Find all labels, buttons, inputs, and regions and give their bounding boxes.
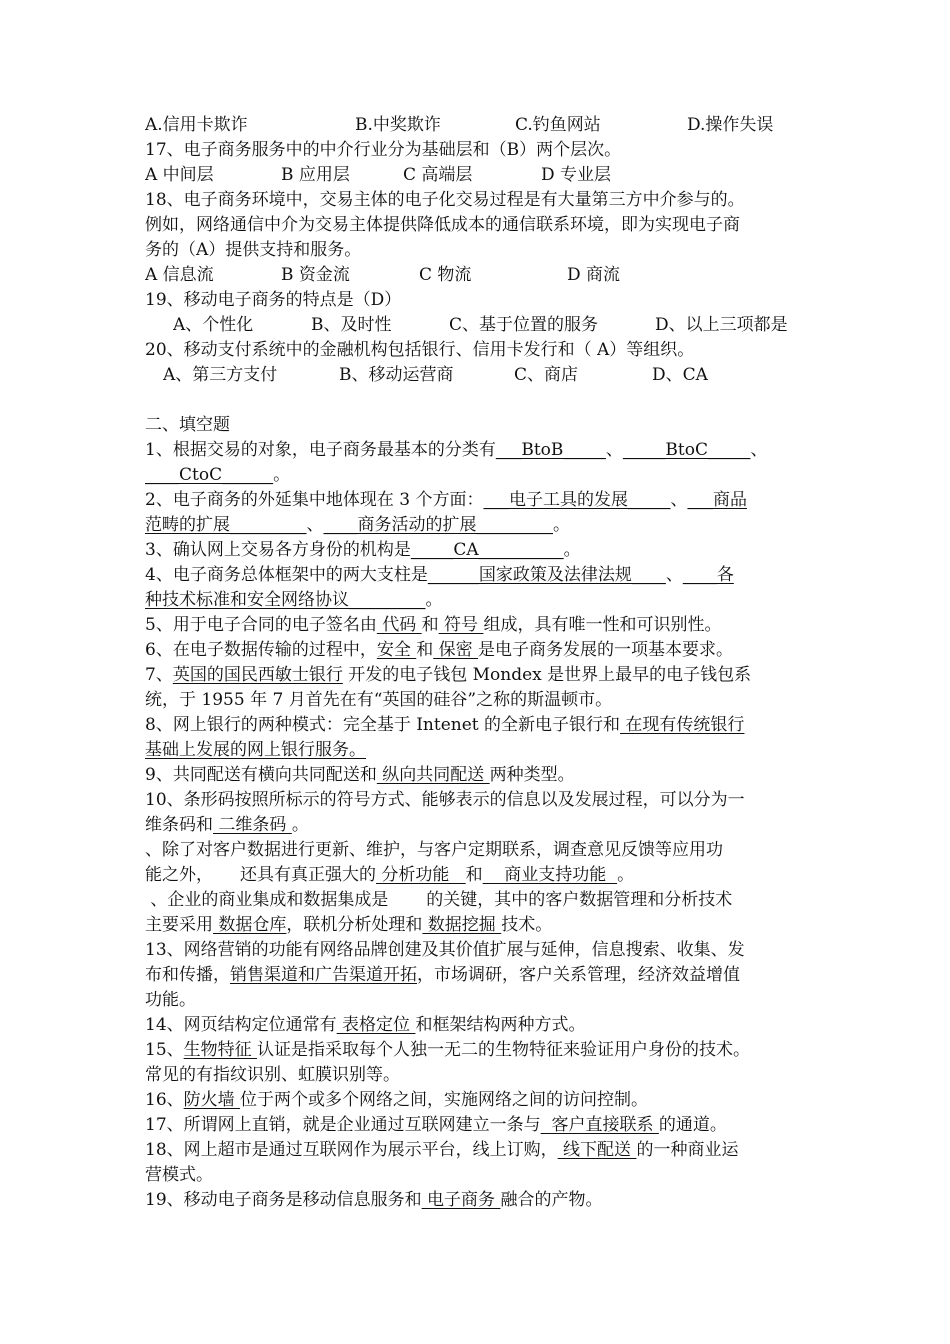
fill-18-answer: 线下配送 <box>557 1140 637 1160</box>
fill-2-end: 。 <box>553 515 570 535</box>
fill-10-end: 。 <box>291 815 309 835</box>
fill-5-text: 5、用于电子合同的电子签名由 <box>145 615 377 635</box>
fill-17-answer: 客户直接联系 <box>540 1115 659 1135</box>
fill-1-answer-3: ____CtoC______ <box>145 465 274 485</box>
fill-18-line-1 <box>145 1138 815 1163</box>
fill-14-text: 14、网页结构定位通常有 <box>145 1015 337 1035</box>
fill-6-and: 和 <box>416 640 434 660</box>
q19-option-d: D、以上三项都是 <box>655 315 788 335</box>
fill-12-answer-1: 数据仓库 <box>213 915 287 935</box>
q18-question-line-3: 务的（A）提供支持和服务。 <box>145 240 362 260</box>
fill-15-line-2: 常见的有指纹识别、虹膜识别等。 <box>145 1065 400 1085</box>
fill-8-line-1 <box>145 713 815 738</box>
q18-option-b: B 资金流 <box>281 265 350 285</box>
fill-13-line-2 <box>145 963 815 988</box>
fill-7-num: 7、 <box>145 665 173 685</box>
fill-1-line-2 <box>145 463 815 488</box>
q20-option-d: D、CA <box>652 365 708 385</box>
fill-10-line-2 <box>145 813 815 838</box>
fill-3 <box>145 538 815 563</box>
fill-1-line-1 <box>145 438 815 463</box>
fill-12-text-4: ，联机分析处理和 <box>286 915 423 935</box>
q19-option-a: A、个性化 <box>173 315 254 335</box>
q20-option-c: C、商店 <box>514 365 579 385</box>
fill-5-rest: 组成，具有唯一性和可识别性。 <box>483 615 722 635</box>
fill-4-answer-2a: ____各 <box>682 565 734 585</box>
fill-13-text-2: ，市场调研，客户关系管理，经济效益增值 <box>417 965 740 985</box>
fill-2-sep-1: 、 <box>670 490 688 510</box>
fill-18-rest: 的一种商业运 <box>636 1140 739 1160</box>
fill-7-text: 开发的电子钱包 Mondex 是世界上最早的电子钱包系 <box>342 665 752 685</box>
fill-10-line-1: 10、条形码按照所标示的符号方式、能够表示的信息以及发展过程，可以分为一 <box>145 790 745 810</box>
fill-12-text: 、企业的商业集成和数据集成是 <box>145 890 389 910</box>
q17-option-c: C 高端层 <box>403 165 473 185</box>
fill-14 <box>145 1013 815 1038</box>
fill-8-line-2 <box>145 738 815 763</box>
fill-11-answer-1: 分析功能 <box>376 865 466 885</box>
fill-1-answer-1: ___BtoB_____ <box>495 440 606 460</box>
fill-4-text: 4、电子商务总体框架中的两大支柱是 <box>145 565 428 585</box>
q19-question: 19、移动电子商务的特点是（D） <box>145 290 402 310</box>
fill-4-end: 。 <box>425 590 443 610</box>
q16-option-a: A.信用卡欺诈 <box>145 115 248 135</box>
q20-options <box>163 363 813 388</box>
fill-12-answer-2: 数据挖掘 <box>422 915 502 935</box>
fill-8-text: 8、网上银行的两种模式：完全基于 Intenet 的全新电子银行和 <box>145 715 621 735</box>
fill-11-end: 。 <box>617 865 635 885</box>
fill-11-answer-2: 商业支持功能 <box>482 865 618 885</box>
q20-option-b: B、移动运营商 <box>339 365 454 385</box>
fill-12-text-2: 的关键，其中的客户数据管理和分析技术 <box>426 890 733 910</box>
q17-option-b: B 应用层 <box>281 165 350 185</box>
fill-2-answer-2b: 范畴的扩展_________ <box>145 515 307 535</box>
fill-4-line-2 <box>145 588 815 613</box>
fill-12-text-3: 主要采用 <box>145 915 213 935</box>
fill-6-text: 6、在电子数据传输的过程中， <box>145 640 377 660</box>
fill-17-rest: 的通道。 <box>658 1115 727 1135</box>
fill-9-rest: 两种类型。 <box>489 765 575 785</box>
q20-question: 20、移动支付系统中的金融机构包括银行、信用卡发行和（ A）等组织。 <box>145 340 695 360</box>
fill-16 <box>145 1088 815 1113</box>
section-title: 二、填空题 <box>145 415 230 435</box>
fill-12-end: 技术。 <box>501 915 553 935</box>
q16-option-d: D.操作失误 <box>687 115 774 135</box>
fill-2-answer-3: ____商务活动的扩展_________ <box>323 515 553 535</box>
fill-13-line-3: 功能。 <box>145 990 196 1010</box>
fill-13-line-1: 13、网络营销的功能有网络品牌创建及其价值扩展与延伸，信息搜索、收集、发 <box>145 940 745 960</box>
fill-19-rest: 融合的产物。 <box>500 1190 603 1210</box>
q17-options <box>145 163 815 188</box>
q17-option-a: A 中间层 <box>145 165 214 185</box>
fill-11-and: 和 <box>465 865 483 885</box>
fill-11-line-1: 、除了对客户数据进行更新、维护，与客户定期联系，调查意见反馈等应用功 <box>145 840 723 860</box>
fill-1-answer-2: _____BtoC_____ <box>622 440 751 460</box>
fill-5 <box>145 613 815 638</box>
fill-1-text: 1、根据交易的对象，电子商务最基本的分类有 <box>145 440 496 460</box>
q18-options <box>145 263 815 288</box>
fill-2-answer-1: ___电子工具的发展_____ <box>483 490 671 510</box>
fill-6-answer-2: 保密 <box>433 640 479 660</box>
fill-3-text: 3、确认网上交易各方身份的机构是 <box>145 540 411 560</box>
fill-4-line-1 <box>145 563 815 588</box>
q19-option-c: C、基于位置的服务 <box>449 315 599 335</box>
q18-option-c: C 物流 <box>419 265 472 285</box>
q16-option-c: C.钓鱼网站 <box>515 115 601 135</box>
fill-18-line-2: 营模式。 <box>145 1165 213 1185</box>
fill-16-num: 16、 <box>145 1090 184 1110</box>
fill-17-text: 17、所谓网上直销，就是企业通过互联网建立一条与 <box>145 1115 541 1135</box>
fill-19-text: 19、移动电子商务是移动信息服务和 <box>145 1190 422 1210</box>
fill-15-answer: 生物特征 <box>183 1040 258 1060</box>
fill-8-answer-b: 基础上发展的网上银行服务。 <box>145 740 366 760</box>
fill-2-line-1 <box>145 488 815 513</box>
fill-3-end: 。 <box>563 540 581 560</box>
fill-10-answer: 二维条码 <box>213 815 292 835</box>
fill-2-text: 2、电子商务的外延集中地体现在 3 个方面： <box>145 490 484 510</box>
q17-question: 17、电子商务服务中的中介行业分为基础层和（B）两个层次。 <box>145 140 622 160</box>
fill-6-answer-1: 安全 <box>376 640 417 660</box>
fill-12-blank <box>388 890 426 910</box>
fill-12-line-2 <box>145 913 815 938</box>
q20-option-a: A、第三方支付 <box>163 365 278 385</box>
q18-question-line-2: 例如，网络通信中介为交易主体提供降低成本的通信联系环境，即为实现电子商 <box>145 215 740 235</box>
fill-17 <box>145 1113 815 1138</box>
q19-options <box>173 313 813 338</box>
fill-5-answer-1: 代码 <box>376 615 422 635</box>
fill-4-answer-2b: 种技术标准和安全网络协议_________ <box>145 590 426 610</box>
fill-2-sep-2: 、 <box>306 515 324 535</box>
q16-options <box>145 113 815 138</box>
fill-2-answer-2a: ___商品 <box>687 490 747 510</box>
fill-13-answer: 销售渠道和广告渠道开拓 <box>230 965 417 985</box>
fill-7-line-2: 统，于 1955 年 7 月首先在有“英国的硅谷”之称的斯温顿市。 <box>145 690 613 710</box>
fill-14-rest: 和框架结构两种方式。 <box>415 1015 586 1035</box>
fill-1-end: 。 <box>273 465 291 485</box>
fill-7-answer: 英国的国民西敏士银行 <box>172 665 343 685</box>
fill-19-answer: 电子商务 <box>421 1190 501 1210</box>
fill-3-answer: _____CA__________ <box>410 540 564 560</box>
fill-4-answer-1: ______国家政策及法律法规____ <box>427 565 666 585</box>
fill-15-line-1 <box>145 1038 815 1063</box>
fill-11-line-2 <box>145 863 815 888</box>
q16-option-b: B.中奖欺诈 <box>355 115 441 135</box>
fill-11-text: 能之外， 还具有真正强大的 <box>145 865 377 885</box>
fill-4-sep: 、 <box>665 565 683 585</box>
fill-5-and: 和 <box>421 615 439 635</box>
q18-option-d: D 商流 <box>567 265 621 285</box>
fill-8-answer-a: 在现有传统银行 <box>620 715 745 735</box>
fill-14-answer: 表格定位 <box>336 1015 416 1035</box>
q18-question-line-1: 18、电子商务环境中，交易主体的电子化交易过程是有大量第三方中介参与的。 <box>145 190 745 210</box>
fill-5-answer-2: 符号 <box>438 615 484 635</box>
fill-6-rest: 是电子商务发展的一项基本要求。 <box>478 640 734 660</box>
fill-10-text: 维条码和 <box>145 815 213 835</box>
q18-option-a: A 信息流 <box>145 265 214 285</box>
fill-16-answer: 防火墙 <box>183 1090 241 1110</box>
fill-12-line-1 <box>145 888 815 913</box>
fill-9-answer: 纵向共同配送 <box>376 765 490 785</box>
fill-1-sep-2: 、 <box>750 440 768 460</box>
fill-7-line-1 <box>145 663 815 688</box>
fill-9 <box>145 763 815 788</box>
fill-9-text: 9、共同配送有横向共同配送和 <box>145 765 377 785</box>
q19-option-b: B、及时性 <box>311 315 392 335</box>
fill-19 <box>145 1188 815 1213</box>
fill-1-sep-1: 、 <box>605 440 623 460</box>
fill-13-text: 布和传播， <box>145 965 230 985</box>
fill-15-num: 15、 <box>145 1040 184 1060</box>
fill-16-text: 位于两个或多个网络之间，实施网络之间的访问控制。 <box>240 1090 649 1110</box>
q17-option-d: D 专业层 <box>541 165 612 185</box>
fill-2-line-2 <box>145 513 815 538</box>
fill-6 <box>145 638 815 663</box>
fill-18-text: 18、网上超市是通过互联网作为展示平台，线上订购， <box>145 1140 558 1160</box>
fill-15-text: 认证是指采取每个人独一无二的生物特征来验证用户身份的技术。 <box>257 1040 751 1060</box>
